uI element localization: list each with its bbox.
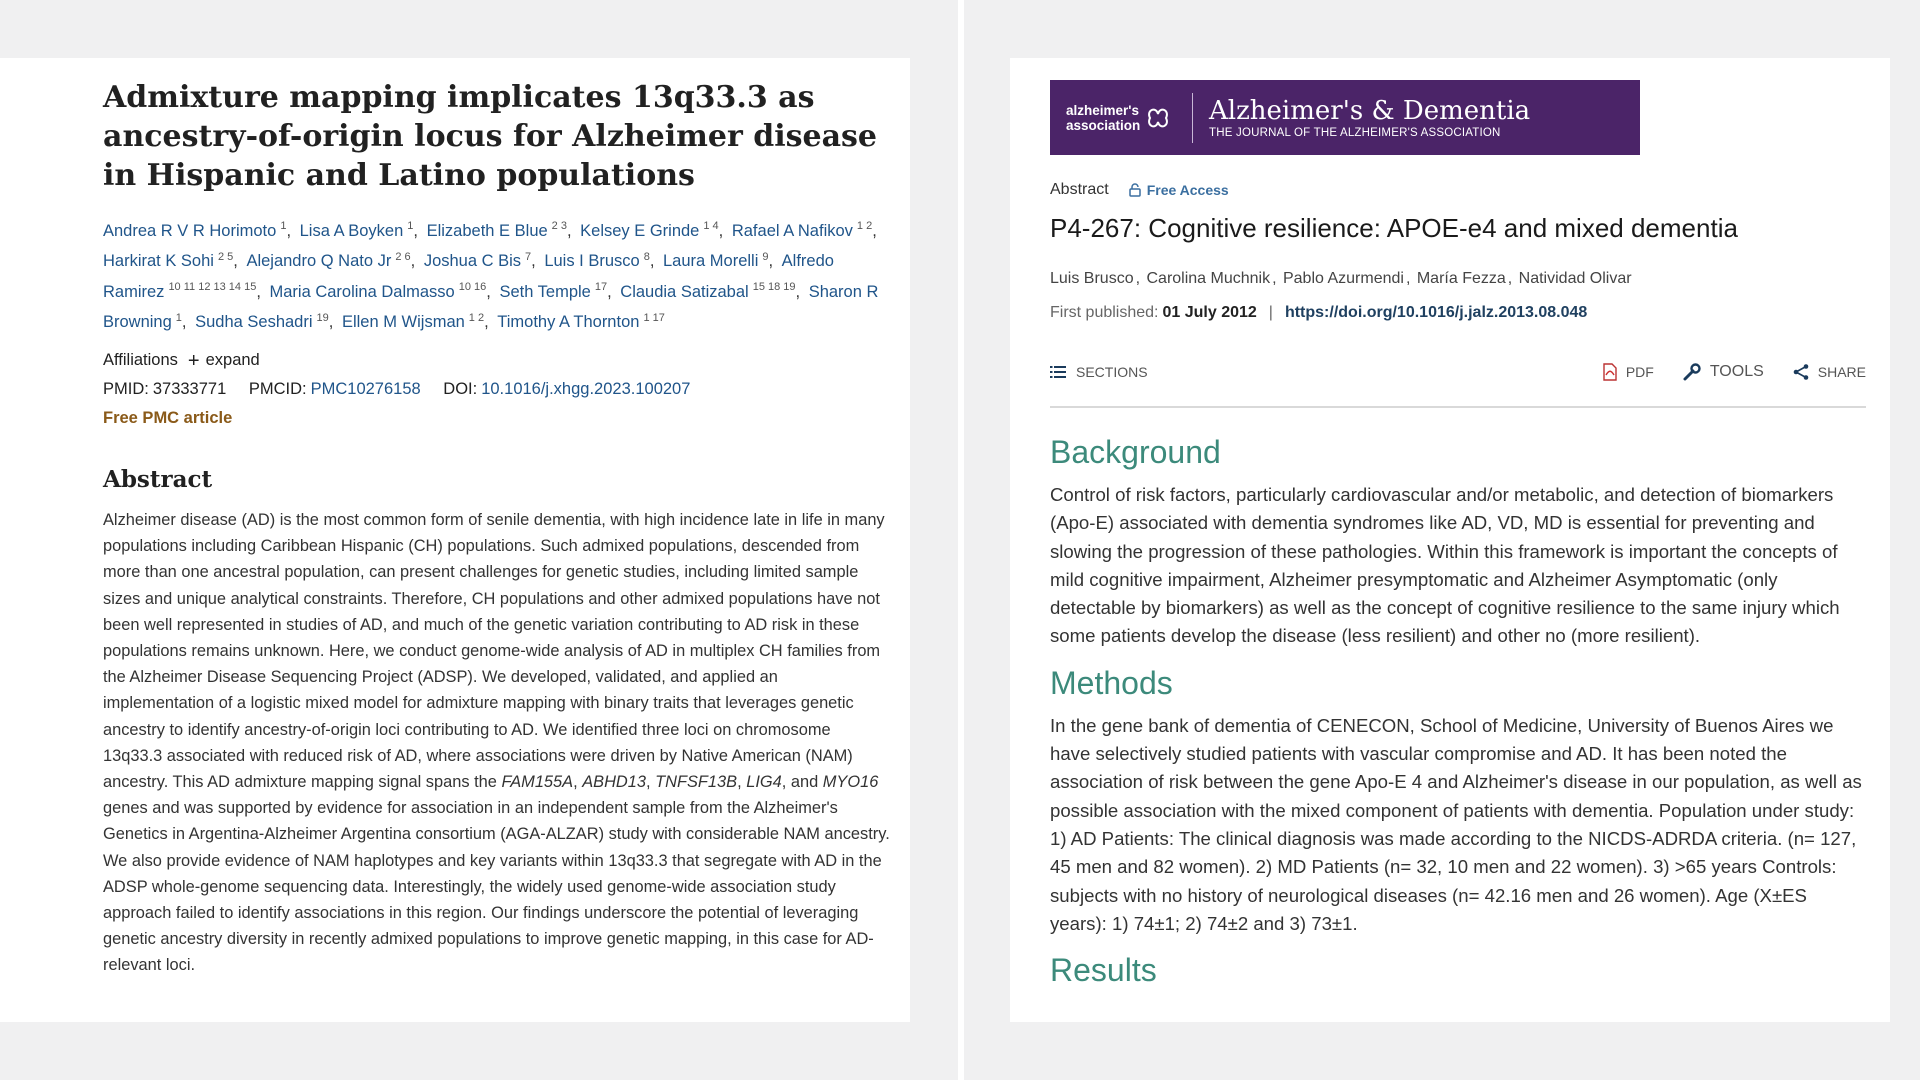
author-link[interactable] bbox=[342, 313, 484, 331]
identifiers-row bbox=[103, 380, 890, 399]
list-icon bbox=[1050, 365, 1066, 379]
author-name: Harkirat K Sohi bbox=[103, 252, 214, 270]
plus-icon: + bbox=[187, 349, 200, 372]
affiliation-numbers: 10 11 12 13 14 15 bbox=[168, 281, 257, 293]
pmcid-label: PMCID: bbox=[248, 380, 307, 398]
journal-abstract-panel bbox=[1010, 58, 1890, 1022]
pdf-button[interactable] bbox=[1602, 363, 1654, 381]
author-name: Claudia Satizabal bbox=[620, 282, 749, 301]
author-link[interactable] bbox=[732, 222, 872, 240]
affiliation-numbers: 10 16 bbox=[458, 281, 487, 293]
affiliations-row bbox=[103, 351, 890, 370]
author-name: Elizabeth E Blue bbox=[426, 221, 548, 240]
screen-divider bbox=[958, 0, 964, 1080]
abstract-heading: Abstract bbox=[103, 466, 213, 493]
free-access-label: Free Access bbox=[1146, 182, 1229, 198]
author-link[interactable] bbox=[544, 252, 650, 270]
author-link[interactable] bbox=[103, 222, 286, 240]
background-heading: Background bbox=[1050, 434, 1221, 470]
journal-subtitle: THE JOURNAL OF THE ALZHEIMER'S ASSOCIATION bbox=[1209, 126, 1501, 139]
article-type: Abstract bbox=[1050, 181, 1109, 198]
pmid-value: 37333771 bbox=[152, 380, 227, 398]
free-pmc-article-link[interactable]: Free PMC article bbox=[103, 409, 233, 427]
article-toolbar bbox=[1050, 362, 1866, 408]
assoc-line-2: association bbox=[1066, 117, 1141, 133]
affiliation-numbers: 1 bbox=[175, 311, 182, 324]
affiliation-numbers: 1 4 bbox=[703, 220, 719, 232]
methods-heading: Methods bbox=[1050, 664, 1173, 701]
tools-label: TOOLS bbox=[1709, 363, 1764, 380]
author-link[interactable] bbox=[620, 283, 795, 301]
author-name[interactable]: Natividad Olivar bbox=[1518, 270, 1632, 287]
author-link[interactable] bbox=[246, 252, 410, 270]
doi-label: DOI: bbox=[443, 380, 478, 398]
author-link[interactable] bbox=[663, 252, 769, 270]
affiliation-numbers: 1 bbox=[280, 220, 287, 232]
methods-text: In the gene bank of dementia of CENECON, School of Medicine, University of Buenos Aires we have selectively studied patients with vascular compromise and AD. It has been noted the association of risk between the gene Apo-E 4 and Alzheimer's disease in our population, as well as possible association with the mixed component of patients with dementia. Population under study: 1) AD Patients: The clinical diagnosis was made according to the NICDS-ADRDA criteria. (n= 127, 45 men and 82 women). 2) MD Patients (n= 32, 10 men and 22 women). 3) >65 years Controls: subjects with no history of neurological diseases (n= 42.16 men and 26 women). Age (X±ES years): 1) 74±1; 2) 74±2 and 3) 73±1. bbox=[1050, 714, 1862, 934]
affiliation-numbers: 1 bbox=[407, 220, 414, 232]
affiliation-numbers: 1 2 bbox=[468, 311, 485, 324]
author-name: Ellen M Wijsman bbox=[341, 313, 465, 331]
article-title: Admixture mapping implicates 13q33.3 as ancestry-of-origin locus for Alzheimer disease in Hispanic and Latino populations bbox=[103, 80, 878, 193]
article-meta-row bbox=[1050, 181, 1866, 199]
share-button[interactable] bbox=[1792, 363, 1866, 381]
author-name[interactable]: Carolina Muchnik bbox=[1146, 270, 1271, 287]
author-link[interactable] bbox=[427, 222, 567, 240]
doi-link[interactable]: https://doi.org/10.1016/j.jalz.2013.08.048 bbox=[1284, 304, 1588, 321]
affiliation-numbers: 2 5 bbox=[217, 250, 234, 263]
author-name: Sudha Seshadri bbox=[195, 313, 313, 331]
expand-label: expand bbox=[205, 351, 260, 369]
wrench-icon bbox=[1682, 362, 1702, 382]
pmcid-link[interactable]: PMC10276158 bbox=[310, 380, 421, 398]
abstract-part-2: genes and was supported by evidence for association in an independent sample from the Alzheimer's Genetics in Argentina-Alzheimer Argentina consortium (AGA-ALZAR) study with considerable NAM ancestry. We also provide evidence of NAM haplotypes and key variants within 13q33.3 that segregate with AD in the ADSP whole-genome sequencing data. Interestingly, the widely used genome-wide association study approach failed to identify associations in this region. Our findings underscore the potential of leveraging genetic ancestry diversity in recently admixed populations to improve genetic mapping, in this case for AD-relevant loci. bbox=[103, 799, 890, 975]
pdf-label: PDF bbox=[1625, 364, 1654, 380]
author-link[interactable] bbox=[300, 222, 414, 240]
expand-affiliations-button[interactable] bbox=[188, 351, 260, 370]
author-name: Rafael A Nafikov bbox=[731, 221, 853, 240]
author-name: Andrea R V R Horimoto bbox=[103, 221, 277, 240]
affiliation-numbers: 1 17 bbox=[643, 311, 665, 324]
affiliation-numbers: 9 bbox=[762, 250, 769, 263]
journal-banner[interactable] bbox=[1050, 80, 1640, 155]
journal-name: Alzheimer's & Dementia bbox=[1209, 95, 1531, 126]
pdf-icon bbox=[1602, 363, 1618, 381]
sections-button[interactable] bbox=[1050, 364, 1148, 380]
author-name: Alejandro Q Nato Jr bbox=[246, 252, 392, 270]
share-icon bbox=[1792, 363, 1810, 381]
assoc-line-1: alzheimer's bbox=[1066, 102, 1139, 118]
gene-name: LIG4 bbox=[746, 773, 782, 792]
brain-logo-icon bbox=[1144, 104, 1172, 132]
pmid-label: PMID: bbox=[103, 380, 149, 398]
share-label: SHARE bbox=[1817, 364, 1866, 380]
sections-label: SECTIONS bbox=[1076, 364, 1148, 380]
author-name: Lisa A Boyken bbox=[299, 221, 404, 240]
alzheimers-association-logo bbox=[1050, 103, 1182, 133]
affiliation-numbers: 8 bbox=[643, 250, 650, 263]
author-name: Maria Carolina Dalmasso bbox=[269, 282, 455, 301]
affiliations-label: Affiliations bbox=[103, 351, 178, 369]
tools-button[interactable] bbox=[1682, 362, 1764, 382]
first-published-date: 01 July 2012 bbox=[1162, 304, 1257, 321]
author-name: Laura Morelli bbox=[663, 252, 759, 270]
author-name[interactable]: Luis Brusco bbox=[1050, 270, 1134, 287]
affiliation-numbers: 2 3 bbox=[551, 220, 567, 232]
author-name: Joshua C Bis bbox=[423, 252, 522, 270]
gene-name: ABHD13 bbox=[582, 773, 646, 792]
first-published-label: First published: bbox=[1050, 304, 1159, 321]
author-name: Alfredo Ramirez bbox=[103, 252, 834, 301]
author-name[interactable]: Pablo Azurmendi bbox=[1282, 270, 1404, 287]
affiliation-numbers: 17 bbox=[594, 281, 608, 293]
unlock-icon bbox=[1129, 183, 1141, 197]
background-text: Control of risk factors, particularly cardiovascular and/or metabolic, and detection of biomarkers (Apo-E) associated with dementia syndromes like AD, VD, MD is essential for preventing and slowing the progression of these pathologies. Within this framework is important the concepts of mild cognitive impairment, Alzheimer presymptomatic and Alzheimer Asymptomatic (only detectable by biomarkers) as well as the concept of cognitive resilience to the same injury which some patients develop the disease (less resilient) and other no (more resilient). bbox=[1050, 484, 1840, 647]
author-list: Luis Brusco , Carolina Muchnik , Pablo Azurmendi , María Fezza , Natividad Olivar bbox=[1050, 270, 1632, 287]
author-name[interactable]: María Fezza bbox=[1416, 270, 1506, 287]
author-name: Kelsey E Grinde bbox=[580, 221, 700, 240]
author-link[interactable] bbox=[195, 313, 329, 331]
author-link[interactable] bbox=[270, 283, 487, 301]
author-name: Luis I Brusco bbox=[544, 252, 640, 270]
author-name: Seth Temple bbox=[499, 282, 591, 301]
affiliation-numbers: 19 bbox=[316, 311, 329, 324]
abstract-part-1: Alzheimer disease (AD) is the most common form of senile dementia, with high incidence late in life in many populations including Caribbean Hispanic (CH) populations. Such admixed populations, descended from more than one ancestral population, can present challenges for genetic studies, including limited sample sizes and unique analytical constraints. Therefore, CH populations and other admixed populations have not been well represented in studies of AD, and much of the genetic variation contributing to AD risk in these populations remains unknown. Here, we conduct genome-wide analysis of AD in multiplex CH families from the Alzheimer Disease Sequencing Project (ADSP). We developed, validated, and applied an implementation of a logistic mixed model for admixture mapping with binary traits that leverages genetic ancestry to identify ancestry-of-origin loci contributing to AD. We identified three loci on chromosome 13q33.3 associated with reduced risk of AD, where associations were driven by Native American (NAM) ancestry. This AD admixture mapping signal spans the bbox=[103, 511, 885, 792]
banner-divider bbox=[1192, 93, 1193, 143]
gene-name: FAM155A bbox=[501, 773, 574, 792]
publication-info: First published: 01 July 2012 | https://doi.org/10.1016/j.jalz.2013.08.048 bbox=[1050, 304, 1588, 321]
author-link[interactable] bbox=[497, 313, 665, 331]
results-heading: Results bbox=[1050, 952, 1157, 989]
author-link[interactable] bbox=[580, 222, 719, 240]
doi-link[interactable]: 10.1016/j.xhgg.2023.100207 bbox=[481, 380, 691, 398]
pubmed-article-panel bbox=[0, 58, 910, 1022]
affiliation-numbers: 1 2 bbox=[856, 220, 873, 232]
author-link[interactable] bbox=[499, 283, 607, 301]
affiliation-numbers: 7 bbox=[525, 250, 532, 263]
affiliation-numbers: 2 6 bbox=[395, 250, 411, 263]
author-name: Sharon R Browning bbox=[103, 282, 879, 331]
abstract-text: Alzheimer disease (AD) is the most common form of senile dementia, with high incidence late in life in many populations including Caribbean Hispanic (CH) populations. Such admixed populations, descended from more than one ancestral population, can present challenges for genetic studies, including limited sample sizes and unique analytical constraints. Therefore, CH populations and other admixed populations have not been well represented in studies of AD, and much of the genetic variation contributing to AD risk in these populations remains unknown. Here, we conduct genome-wide analysis of AD in multiplex CH families from the Alzheimer Disease Sequencing Project (ADSP). We developed, validated, and applied an implementation of a logistic mixed model for admixture mapping with binary traits that leverages genetic ancestry to identify ancestry-of-origin loci contributing to AD. We identified three loci on chromosome 13q33.3 associated with reduced risk of AD, where associations were driven by Native American (NAM) ancestry. This AD admixture mapping signal spans the FAM155A, ABHD13, TNFSF13B, LIG4, and MYO16 genes and was supported by evidence for association in an independent sample from the Alzheimer's Genetics in Argentina-Alzheimer Argentina consortium (AGA-ALZAR) study with considerable NAM ancestry. We also provide evidence of NAM haplotypes and key variants within 13q33.3 that segregate with AD in the ADSP whole-genome sequencing data. Interestingly, the widely used genome-wide association study approach failed to identify associations in this region. Our findings underscore the potential of leveraging genetic ancestry diversity in recently admixed populations to improve genetic mapping, in this case for AD-relevant loci. bbox=[103, 511, 890, 975]
author-link[interactable] bbox=[103, 252, 233, 270]
free-access-badge bbox=[1129, 182, 1229, 198]
affiliation-numbers: 15 18 19 bbox=[752, 281, 796, 293]
author-list: Andrea R V R Horimoto $^1$, Lisa A Boyken $^1$, Elizabeth E Blue $^{2 3}$, Kelsey E Grinde $^{1 4}$, Rafael A Nafikov $^{1 2}$, Harkirat K Sohi $^{2 5}$, Alejandro Q Nato Jr $^{2 6}$, Joshua C Bis $^7$, Luis I Brusco $^8$, Laura Morelli $^9$, Alfredo Ramirez $^{10 11 12 13 14 15}$, Maria Carolina Dalmasso $^{10 16}$, Seth Temple $^{17}$, Claudia Satizabal $^{15 18 19}$, Sharon R Browning $^1$, Sudha Seshadri $^{19}$, Ellen M Wijsman $^{1 2}$, Timothy A Thornton $^{1 17}$ bbox=[103, 220, 879, 331]
abstract-title: P4-267: Cognitive resilience: APOE-e4 and mixed dementia bbox=[1050, 213, 1738, 243]
author-link[interactable] bbox=[424, 252, 531, 270]
gene-name: TNFSF13B bbox=[655, 773, 738, 792]
gene-name: MYO16 bbox=[822, 773, 879, 792]
author-name: Timothy A Thornton bbox=[497, 313, 640, 331]
